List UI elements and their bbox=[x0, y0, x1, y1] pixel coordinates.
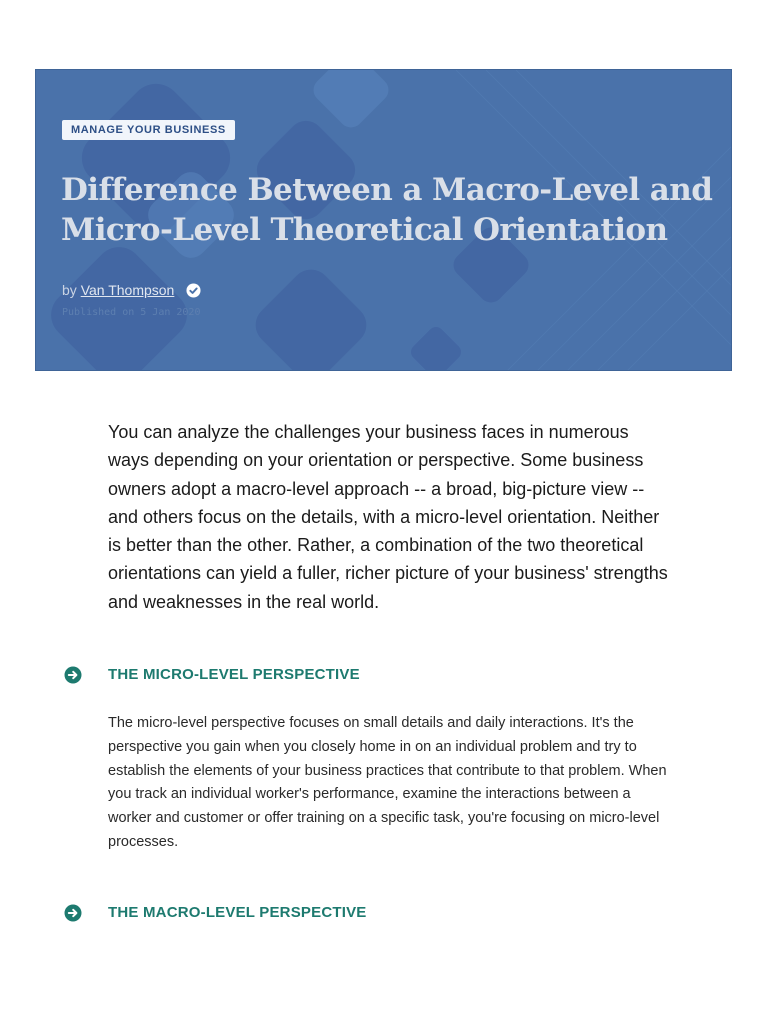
section-body-micro: The micro-level perspective focuses on small details and daily interactions. It's the perspective you gain when you closely home in on an individual problem and try to establish the elements of your business practices that contribute to that problem. When you track an individual worker's performance, examine the interactions between a worker and customer or offer training on a specific task, you're focusing on micro-level processes. bbox=[108, 715, 667, 850]
article-title: Difference Between a Macro-Level and Micro-Level Theoretical Orientation bbox=[61, 172, 713, 248]
arrow-circle-right-icon bbox=[64, 904, 82, 922]
article-intro: You can analyze the challenges your business faces in numerous ways depending on your orientation or perspective. Some business owners adopt a macro-level approach -- a broad, big-picture view -- and others focus on the details, with a micro-level orientation. Neither is better than the other. Rather, a combination of the two theoretical orientations can yield a fuller, richer picture of your business' strengths and weaknesses in the real world. bbox=[108, 422, 668, 612]
check-circle-icon bbox=[186, 283, 201, 298]
article-hero bbox=[35, 69, 732, 371]
arrow-circle-right-icon bbox=[64, 666, 82, 684]
byline bbox=[62, 281, 201, 299]
section-heading-macro[interactable] bbox=[64, 902, 664, 924]
section-heading-micro[interactable] bbox=[64, 664, 664, 686]
published-date: Published on 5 Jan 2020 bbox=[62, 307, 201, 318]
section-heading-label: THE MACRO-LEVEL PERSPECTIVE bbox=[108, 904, 367, 921]
category-tag[interactable]: MANAGE YOUR BUSINESS bbox=[62, 120, 235, 140]
author-link[interactable]: Van Thompson bbox=[80, 282, 175, 298]
section-heading-label: THE MICRO-LEVEL PERSPECTIVE bbox=[108, 666, 360, 683]
byline-prefix: by bbox=[62, 282, 77, 298]
